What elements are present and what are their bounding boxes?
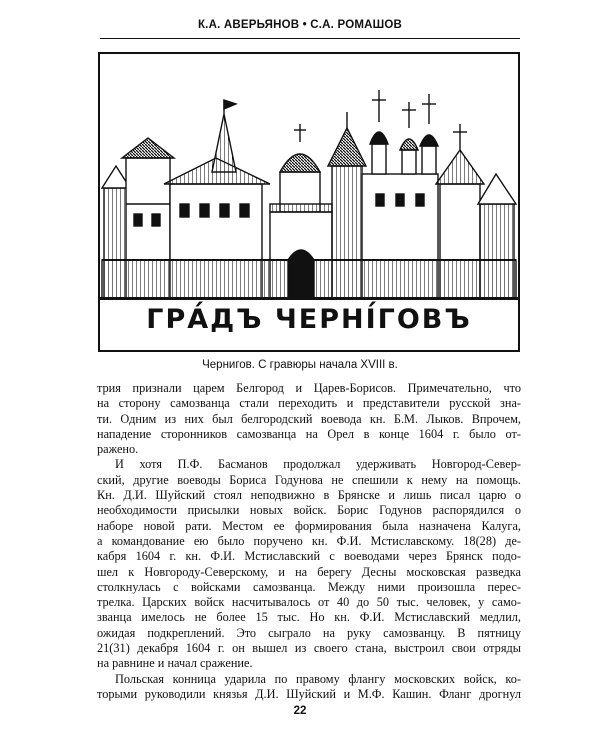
text-line: трелка. Царских войск насчитывалось от 40 до 50 тыс. человек, у само- (97, 595, 521, 610)
text-line: Польская конница ударила по правому флангу московских войск, ко- (115, 671, 521, 686)
running-header: К.А. АВЕРЬЯНОВ • С.А. РОМАШОВ (197, 19, 403, 31)
engraving-title: ГРА́ДЪ ЧЕРНІ́ГОВЪ (146, 304, 472, 335)
text-line: И хотя П.Ф. Басманов продолжал удерживать Новгород-Север- (115, 457, 521, 472)
body-text (97, 381, 521, 702)
text-line: торыми руководили князья Д.И. Шуйский и М.Ф. Кашин. Фланг дрогнул (97, 686, 521, 701)
text-line: нападение сторонников самозванца на Орел в конце 1604 г. было от- (97, 426, 521, 441)
paragraph-3 (97, 672, 521, 703)
text-line: на сторону самозванца стали переходить и представители русской зна- (97, 396, 521, 411)
text-line: а командование ею было поручено кн. Ф.И. Мстиславскому. 18(28) де- (97, 533, 521, 548)
paragraph-2 (97, 457, 521, 671)
figure-caption: Чернигов. С гравюры начала XVIII в. (202, 359, 398, 371)
text-line: наборе новой рати. Местом ее формирования была назначена Калуга, (97, 518, 521, 533)
page-number: 22 (293, 705, 307, 717)
text-line: трия признали царем Белгород и Царев-Борисов. Примечательно, что (97, 381, 521, 395)
text-line: 21(31) декабря 1604 г. он вышел из своего стана, выстроил свои отряды (97, 641, 521, 656)
text-line: Кн. Д.И. Шуйский стоял неподвижно в Брянске и лишь писал царю о (97, 488, 521, 503)
text-line: ражено. (97, 442, 139, 457)
text-line: ожидая подкреплений. Это сыграло на руку самозванцу. В пятницу (97, 625, 521, 640)
header-rule (100, 38, 520, 39)
text-line: шел к Новгороду-Северскому, и на берегу Десны московская разведка (97, 564, 521, 579)
text-line: необходимости присылки новых войск. Борис Годунов распорядился о (97, 503, 521, 518)
text-line: столкнулась с войсками самозванца. Между ними произошла перес- (97, 579, 521, 594)
paragraph-1 (97, 381, 521, 457)
text-line: на равнине и начал сражение. (97, 656, 253, 671)
text-line: званца имелось не более 15 тыс. Но кн. Ф.И. Мстиславский медлил, (97, 610, 521, 625)
engraving-figure (98, 52, 520, 352)
text-line: ти. Одним из них был белгородский воевода кн. Б.М. Лыков. Впрочем, (97, 411, 521, 426)
text-line: кабря 1604 г. кн. Ф.И. Мстиславский с воеводами через Брянск подо- (97, 549, 521, 564)
text-line: ский, другие воеводы Бориса Годунова не спешили к нему на помощь. (97, 472, 521, 487)
